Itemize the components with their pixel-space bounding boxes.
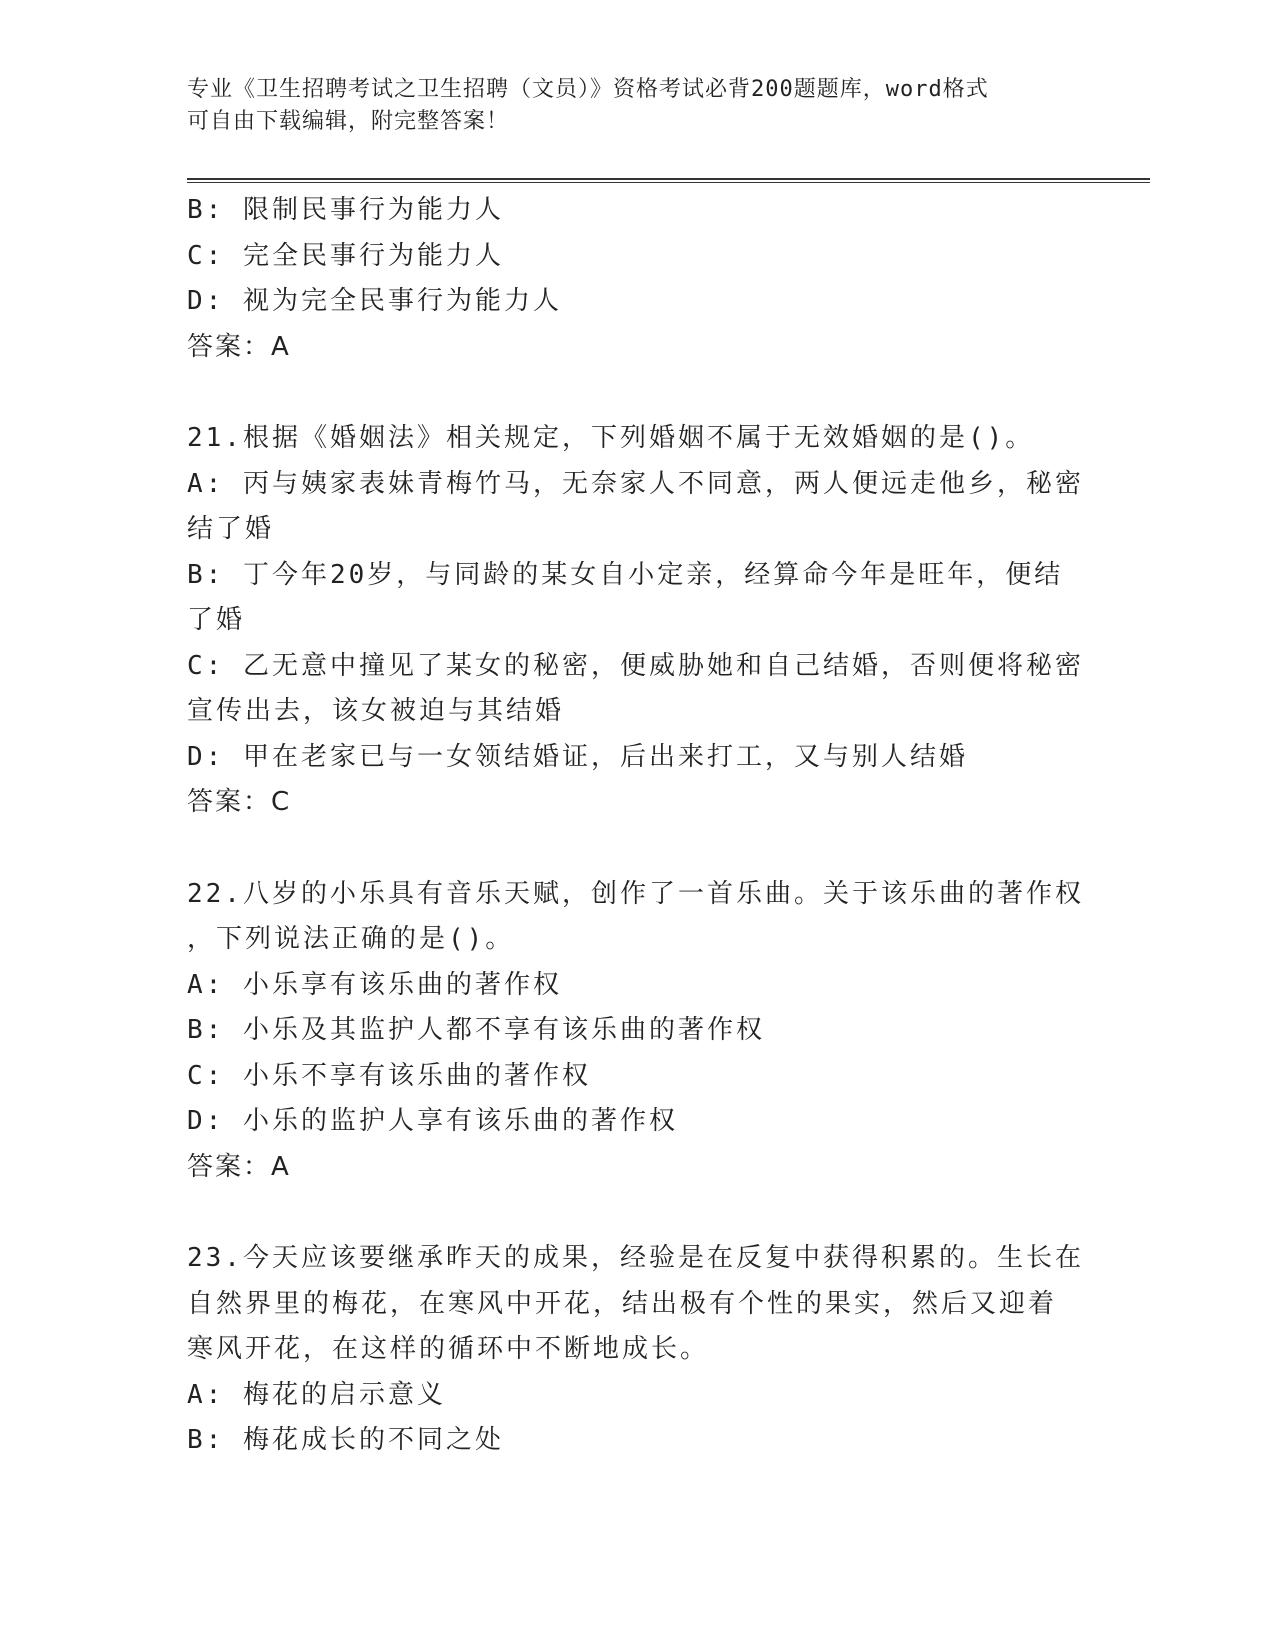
q21-option-b-line-1: B: 丁今年20岁，与同龄的某女自小定亲，经算命今年是旺年，便结	[187, 559, 1064, 590]
q21-option-a-line-2: 结了婚	[187, 514, 275, 544]
question-22	[187, 872, 1087, 1191]
header-title-line-2: 可自由下载编辑，附完整答案！	[187, 109, 510, 134]
q22-option-a: A: 小乐享有该乐曲的著作权	[187, 969, 562, 1000]
q21-option-c-line-2: 宣传出去，该女被迫与其结婚	[187, 696, 565, 726]
spacer	[187, 1190, 1087, 1236]
q21-option-a-line-1: A: 丙与姨家表妹青梅竹马，无奈家人不同意，两人便远走他乡，秘密	[187, 468, 1084, 499]
q20-answer: 答案：A	[187, 331, 291, 362]
q23-option-b: B: 梅花成长的不同之处	[187, 1425, 504, 1455]
q20-option-b: B: 限制民事行为能力人	[187, 195, 504, 225]
spacer	[187, 370, 1087, 416]
header-divider	[187, 178, 1150, 183]
question-21	[187, 416, 1087, 826]
q21-option-c-line-1: C: 乙无意中撞见了某女的秘密，便威胁她和自己结婚，否则便将秘密	[187, 650, 1084, 681]
q20-option-d: D: 视为完全民事行为能力人	[187, 286, 562, 316]
q20-option-c: C: 完全民事行为能力人	[187, 240, 504, 271]
header-title-line-1: 专业《卫生招聘考试之卫生招聘（文员）》资格考试必背200题题库，word格式	[187, 77, 989, 102]
question-23	[187, 1236, 1087, 1464]
q22-stem-line-1: 22.八岁的小乐具有音乐天赋，创作了一首乐曲。关于该乐曲的著作权	[187, 878, 1084, 909]
document-body	[187, 188, 1087, 1464]
q22-stem-line-2: ，下列说法正确的是()。	[187, 924, 515, 954]
q23-stem-line-2: 自然界里的梅花，在寒风中开花，结出极有个性的果实，然后又迎着	[187, 1288, 1058, 1319]
q21-option-b-line-2: 了婚	[187, 605, 246, 635]
q22-option-b: B: 小乐及其监护人都不享有该乐曲的著作权	[187, 1015, 765, 1045]
q23-stem-line-3: 寒风开花，在这样的循环中不断地成长。	[187, 1334, 710, 1364]
q22-option-c: C: 小乐不享有该乐曲的著作权	[187, 1060, 591, 1091]
q21-option-d: D: 甲在老家已与一女领结婚证，后出来打工，又与别人结婚	[187, 741, 968, 772]
q21-stem: 21.根据《婚姻法》相关规定，下列婚姻不属于无效婚姻的是()。	[187, 423, 1035, 453]
q22-answer: 答案：A	[187, 1151, 291, 1182]
spacer	[187, 826, 1087, 872]
document-header	[187, 74, 1067, 138]
q21-answer: 答案：C	[187, 787, 292, 817]
q22-option-d: D: 小乐的监护人享有该乐曲的著作权	[187, 1106, 678, 1136]
question-20-remainder	[187, 188, 1087, 370]
q23-stem-line-1: 23.今天应该要继承昨天的成果，经验是在反复中获得积累的。生长在	[187, 1243, 1084, 1273]
q23-option-a: A: 梅花的启示意义	[187, 1379, 446, 1410]
